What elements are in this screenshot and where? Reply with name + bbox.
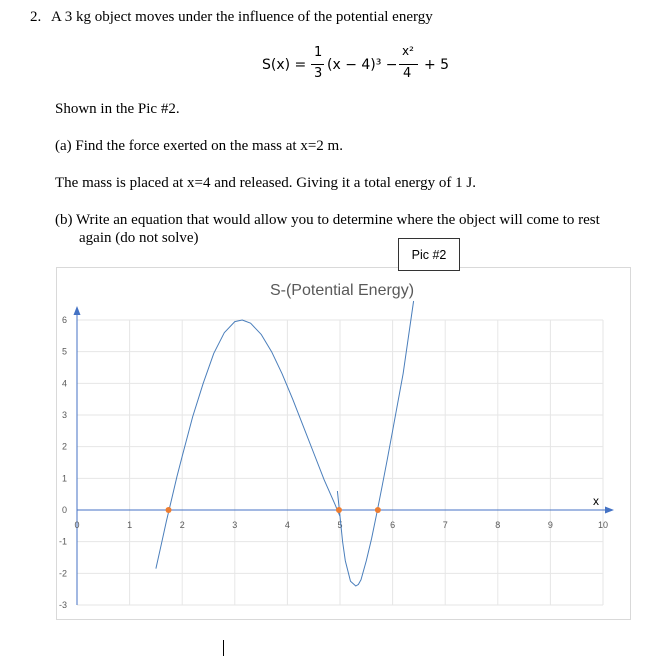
y-tick-label: -1 xyxy=(58,536,67,547)
chart-series xyxy=(156,301,414,586)
fraction-2-numerator: x² xyxy=(402,44,414,58)
x-tick-label: 9 xyxy=(547,520,553,530)
y-tick-label: 5 xyxy=(61,346,67,357)
chart-tick-labels xyxy=(59,315,608,610)
chart-title: S-(Potential Energy) xyxy=(269,282,415,299)
x-axis-label: x xyxy=(593,494,599,508)
y-axis-arrow xyxy=(74,306,81,315)
y-tick-label: 6 xyxy=(61,315,67,325)
y-tick-label: 4 xyxy=(61,378,67,389)
chart-grid xyxy=(77,320,603,605)
x-tick-label: 8 xyxy=(495,520,501,530)
problem-number: 2. xyxy=(30,9,42,25)
zero-crossing-marker xyxy=(336,507,342,513)
y-tick-label: 2 xyxy=(61,441,67,452)
x-tick-label: 3 xyxy=(232,520,238,530)
chart-axes xyxy=(74,306,615,605)
fraction-1-numerator: 1 xyxy=(314,45,323,60)
problem-statement: A 3 kg object moves under the influence of the potential energy xyxy=(51,9,433,25)
equation-tail: + 5 xyxy=(424,57,450,73)
y-tick-label: -3 xyxy=(58,600,67,610)
shown-in-pic-text: Shown in the Pic #2. xyxy=(55,101,180,117)
series-line xyxy=(337,301,413,586)
placed-text: The mass is placed at x=4 and released. Giving it a total energy of 1 J. xyxy=(55,175,476,191)
part-b-text-continued: again (do not solve) xyxy=(79,230,199,246)
zero-crossing-marker xyxy=(375,507,381,513)
x-tick-label: 10 xyxy=(597,520,609,530)
x-tick-label: 6 xyxy=(390,520,396,530)
part-a-text: (a) Find the force exerted on the mass at x=2 m. xyxy=(55,138,343,154)
x-tick-label: 2 xyxy=(179,520,185,530)
y-tick-label: 0 xyxy=(61,505,67,515)
equation-middle: (x − 4)³ − xyxy=(327,57,398,73)
y-tick-label: 1 xyxy=(61,473,67,484)
zero-crossing-marker xyxy=(166,507,172,513)
x-tick-label: 5 xyxy=(337,520,343,530)
y-tick-label: -2 xyxy=(58,568,67,579)
pic-label: Pic #2 xyxy=(411,247,447,262)
fraction-2-denominator: 4 xyxy=(403,66,412,81)
text-cursor xyxy=(223,640,224,656)
part-b-text: (b) Write an equation that would allow you to determine where the object will come to rest xyxy=(55,212,600,228)
x-tick-label: 0 xyxy=(74,520,80,530)
x-tick-label: 7 xyxy=(442,520,448,530)
x-axis-arrow xyxy=(605,507,614,514)
series-line xyxy=(156,320,343,569)
x-tick-label: 4 xyxy=(284,520,290,530)
x-tick-label: 1 xyxy=(127,520,133,530)
fraction-1-denominator: 3 xyxy=(314,66,323,81)
equation-lhs: S(x) = xyxy=(262,57,307,73)
y-tick-label: 3 xyxy=(61,410,67,420)
